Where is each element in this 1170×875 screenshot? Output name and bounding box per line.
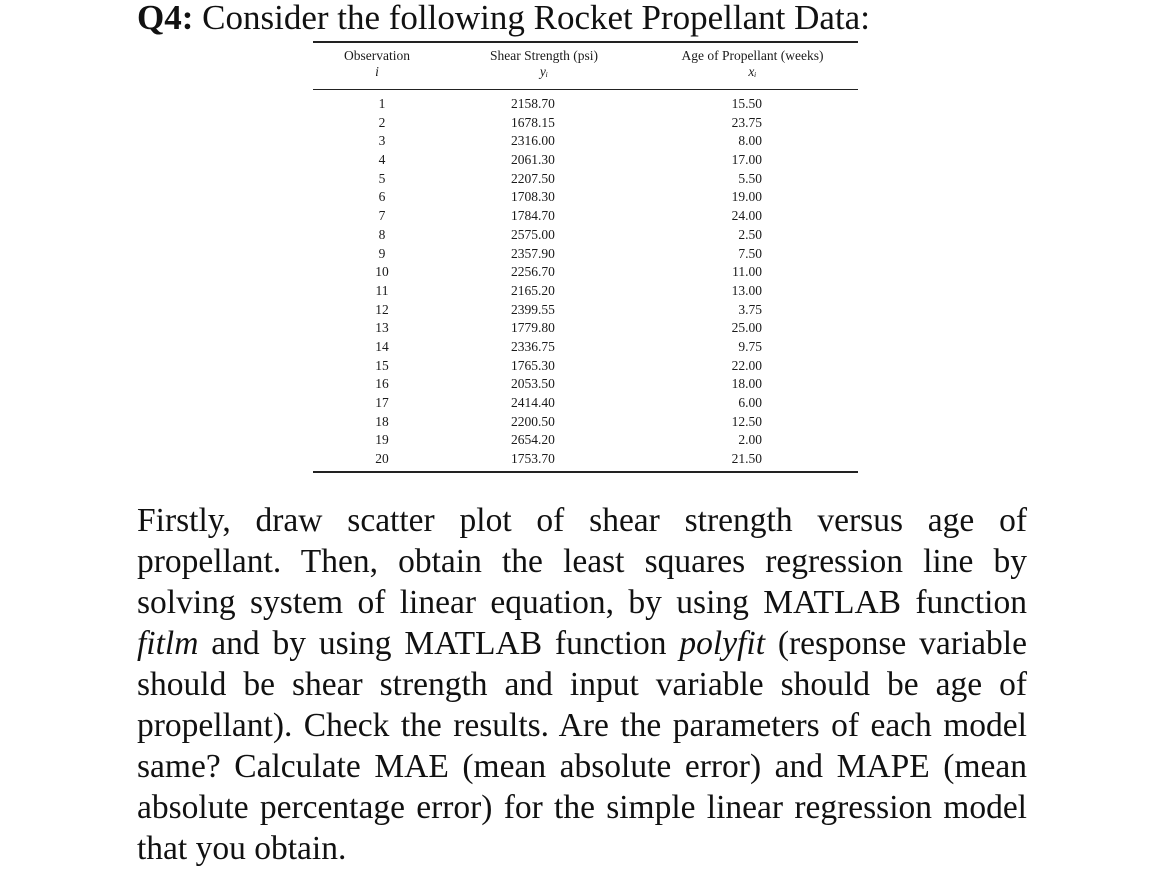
table-row [313, 245, 858, 264]
age-cell: 15.50 [731, 96, 762, 111]
observation-cell: 16 [375, 376, 389, 392]
table-row [313, 338, 858, 357]
table-row [313, 263, 858, 282]
observation-cell: 3 [378, 133, 386, 149]
symbol-x: xᵢ [748, 64, 757, 79]
shear-strength-cell: 2316.00 [511, 133, 555, 149]
age-cell: 9.75 [738, 338, 762, 354]
age-cell: 23.75 [731, 114, 762, 130]
table-row [313, 375, 858, 394]
table-row [313, 319, 858, 338]
age-cell: 6.00 [738, 395, 762, 410]
age-cell: 8.00 [738, 133, 762, 149]
observation-cell: 1 [378, 96, 386, 111]
age-cell: 5.50 [738, 170, 762, 186]
shear-strength-cell: 2336.75 [511, 338, 555, 354]
shear-strength-cell: 2200.50 [511, 413, 555, 429]
shear-strength-cell: 1753.70 [511, 451, 555, 467]
table-row [313, 207, 858, 226]
table-row [313, 132, 858, 151]
age-cell: 18.00 [731, 376, 762, 392]
age-cell: 21.50 [731, 451, 762, 467]
shear-strength-cell: 1779.80 [511, 320, 555, 336]
age-cell: 17.00 [731, 152, 762, 168]
age-cell: 7.50 [738, 245, 762, 261]
shear-strength-cell: 2414.40 [511, 395, 555, 410]
table-row [313, 188, 858, 207]
observation-cell: 19 [375, 432, 389, 448]
question-title-text: Consider the following Rocket Propellant Data: [193, 0, 870, 37]
table-row [313, 226, 858, 245]
age-cell: 24.00 [731, 208, 762, 224]
instructions-part-3: (response variable should be shear strength and input variable should be age of propellant). Check the results. Are the parameters of each model same? Calculate MAE (mean absolute error) and MAPE (mean absolute percentage error) for the simple linear regression model that you obtain. [137, 625, 1027, 867]
header-age-of-propellant: Age of Propellant (weeks) [681, 48, 824, 63]
symbol-y: yᵢ [539, 64, 549, 79]
table-row [313, 282, 858, 301]
age-cell: 2.00 [738, 432, 762, 448]
table-row [313, 413, 858, 432]
table-row [313, 357, 858, 376]
observation-cell: 15 [375, 357, 389, 373]
table-row [313, 394, 858, 413]
header-observation: Observation [344, 48, 410, 63]
age-cell: 12.50 [731, 413, 762, 429]
table-header-row [313, 43, 858, 63]
observation-cell: 17 [375, 395, 389, 410]
shear-strength-cell: 2061.30 [511, 152, 555, 168]
age-cell: 19.00 [731, 189, 762, 205]
fitlm-function-name: fitlm [137, 625, 199, 662]
observation-cell: 5 [378, 170, 386, 186]
shear-strength-cell: 2165.20 [511, 282, 555, 298]
table-row [313, 114, 858, 133]
observation-cell: 20 [375, 451, 389, 467]
shear-strength-cell: 2158.70 [511, 96, 555, 111]
instructions-part-1: Firstly, draw scatter plot of shear strength versus age of propellant. Then, obtain the least squares regression line by solving system of linear equation, by using MATLAB function [137, 502, 1027, 621]
table-row [313, 431, 858, 450]
age-cell: 22.00 [731, 357, 762, 373]
question-title [137, 0, 870, 38]
instructions-part-2: and by using MATLAB function [198, 625, 680, 662]
age-cell: 2.50 [738, 226, 762, 242]
observation-cell: 2 [378, 114, 386, 130]
age-cell: 13.00 [731, 282, 762, 298]
question-number: Q4: [137, 0, 194, 37]
observation-cell: 12 [375, 301, 389, 317]
observation-cell: 11 [375, 282, 389, 298]
table-row [313, 301, 858, 320]
shear-strength-cell: 2357.90 [511, 245, 555, 261]
observation-cell: 8 [378, 226, 386, 242]
shear-strength-cell: 1708.30 [511, 189, 555, 205]
observation-cell: 18 [375, 413, 389, 429]
age-cell: 3.75 [738, 301, 762, 317]
shear-strength-cell: 2399.55 [511, 301, 555, 317]
shear-strength-cell: 2053.50 [511, 376, 555, 392]
observation-cell: 13 [375, 320, 389, 336]
observation-cell: 4 [378, 152, 386, 168]
shear-strength-cell: 1784.70 [511, 208, 555, 224]
observation-cell: 14 [375, 338, 389, 354]
symbol-i: i [375, 64, 379, 79]
table-row [313, 170, 858, 189]
observation-cell: 10 [375, 264, 389, 280]
shear-strength-cell: 2575.00 [511, 226, 555, 242]
rocket-propellant-table [313, 41, 858, 473]
shear-strength-cell: 2654.20 [511, 432, 555, 448]
shear-strength-cell: 1678.15 [511, 114, 555, 130]
observation-cell: 6 [378, 189, 386, 205]
table-symbol-row [313, 63, 858, 90]
table-row [313, 151, 858, 170]
polyfit-function-name: polyfit [679, 625, 766, 662]
shear-strength-cell: 2207.50 [511, 170, 555, 186]
age-cell: 25.00 [731, 320, 762, 336]
table-body [313, 90, 858, 471]
observation-cell: 9 [378, 245, 386, 261]
header-shear-strength: Shear Strength (psi) [490, 48, 598, 63]
instructions-paragraph [137, 500, 1027, 869]
table-row [313, 95, 858, 114]
shear-strength-cell: 1765.30 [511, 357, 555, 373]
shear-strength-cell: 2256.70 [511, 264, 555, 280]
observation-cell: 7 [378, 208, 386, 224]
table-row [313, 450, 858, 469]
age-cell: 11.00 [732, 264, 762, 280]
